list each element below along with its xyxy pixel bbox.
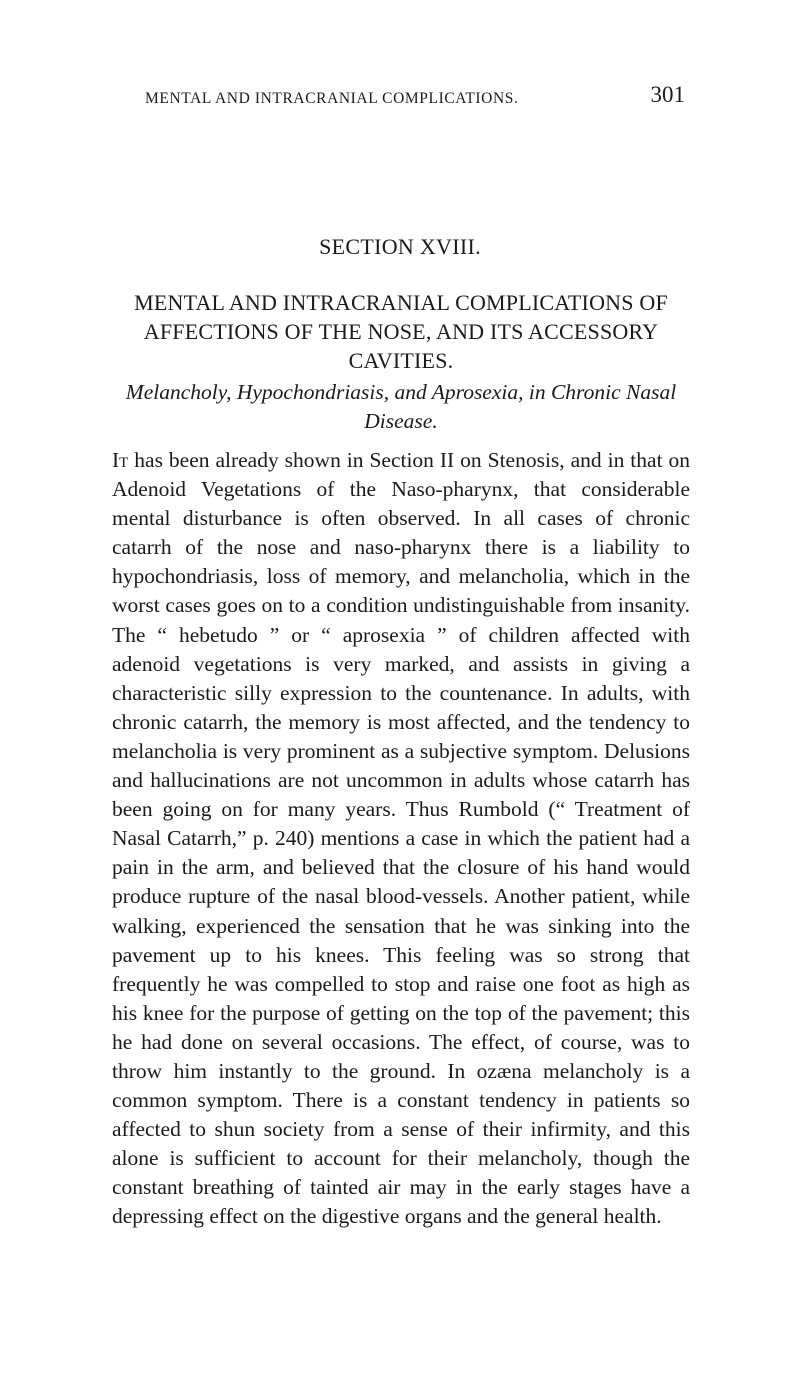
chapter-title: MENTAL AND INTRACRANIAL COMPLICATIONS OF AFFECTIONS OF THE NOSE, AND ITS ACCESSORY CAVITIES.: [134, 290, 668, 373]
running-header: [145, 82, 685, 112]
body-paragraph: [112, 446, 690, 1232]
section-heading: SECTION XVIII.: [319, 234, 481, 259]
page-number: 301: [650, 82, 685, 107]
opening-word: It: [112, 448, 129, 472]
running-title: MENTAL AND INTRACRANIAL COMPLICATIONS.: [145, 90, 519, 107]
chapter-subtitle: Melancholy, Hypochondriasis, and Aprosexia, in Chronic Nasal Disease.: [125, 380, 677, 433]
paragraph-text: has been already shown in Section II on Stenosis, and in that on Adenoid Vegetations of the Naso-pharynx, that considerable mental disturbance is often observed. In all cases of chronic catarrh of the nose and naso-pharynx there is a liability to hypochondriasis, loss of memory, and melancholia, which in the worst cases goes on to a condition undistinguishable from insanity. The “ hebetudo ” or “ aprosexia ” of children affected with adenoid vegetations is very marked, and assists in giving a characteristic silly expression to the countenance. In adults, with chronic catarrh, the memory is most affected, and the tendency to melancholia is very prominent as a subjective symptom. Delusions and hallucinations are not uncommon in adults whose catarrh has been going on for many years. Thus Rumbold (“ Treatment of Nasal Catarrh,” p. 240) mentions a case in which the patient had a pain in the arm, and believed that the closure of his hand would produce rupture of the nasal blood-vessels. Another patient, while walking, experienced the sensation that he was sinking into the pavement up to his knees. This feeling was so strong that frequently he was compelled to stop and raise one foot as high as his knee for the purpose of getting on the top of the pavement; this he had done on several occasions. The effect, of course, was to throw him instantly to the ground. In ozæna melancholy is a common symptom. There is a constant tendency in patients so affected to shun society from a sense of their infirmity, and this alone is sufficient to account for their melancholy, though the constant breathing of tainted air may in the early stages have a depressing effect on the digestive organs and the general health.: [112, 448, 691, 1229]
